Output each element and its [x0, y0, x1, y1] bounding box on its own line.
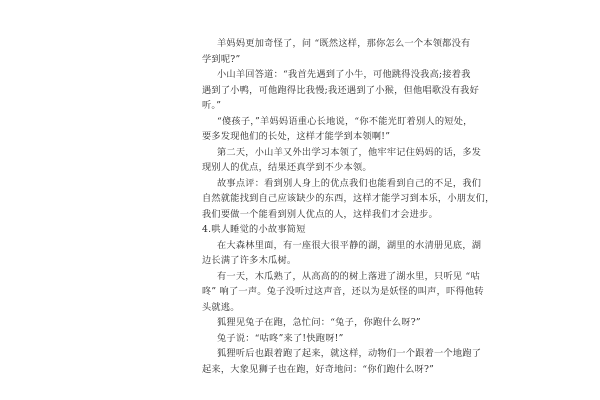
text-line: 听。”: [202, 100, 222, 111]
text-line: 起来，大象见狮子也在跑，好奇地问：“你们跑什么呀?”: [202, 364, 435, 375]
text-line: 在大森林里面，有一座很大很平静的湖，湖里的水清册见底，湖: [217, 240, 482, 251]
text-line: 小山羊回答道：“我首先遇到了小牛，可他跳得没我高;接着我: [217, 69, 471, 80]
text-line: 我们要做一个能看到别人优点的人，这样我们才会进步。: [202, 209, 438, 220]
text-line: 自然就能找到自己应该缺少的东西，这样才能学习到本乐，小朋友们，: [202, 193, 495, 204]
text-line: 要多发现他们的长处，这样才能学到本领啊!”: [202, 131, 391, 142]
text-line: 遇到了小鸭，可他跑得比我慢;我还遇到了小猴，但他唱歌没有我好: [202, 85, 480, 96]
text-line: 边长满了许多木瓜树。: [202, 255, 297, 266]
text-line: 现别人的优点，结果还真学到不少本领。: [202, 162, 372, 173]
text-line: 学到呢?”: [202, 54, 241, 65]
text-line: 头就逃。: [202, 302, 240, 313]
text-line: 故事点评：看到别人身上的优点我们也能看到自己的不足，我们: [217, 178, 482, 189]
text-line: 狐狸听后也跟着跑了起来，就这样，动物们一个跟着一个地跑了: [217, 348, 482, 359]
text-line: 第二天，小山羊又外出学习本领了，他牢牢记住妈妈的话，多发: [217, 147, 482, 158]
text-line: 羊妈妈更加奇怪了，问 “既然这样，那你怎么一个本领都没有: [217, 38, 471, 49]
text-line: 狐狸见兔子在跑，急忙问：“兔子，你跑什么呀?”: [217, 317, 421, 328]
section-heading: 4.哄人睡觉的小故事简短: [202, 224, 306, 235]
text-line: “傻孩子，”羊妈妈语重心长地说，“你不能光盯着别人的短处，: [217, 116, 473, 127]
text-line: 兔子说：“咕咚”来了!快跑呀!”: [217, 333, 344, 344]
text-line: 有一天，木瓜熟了，从高高的的树上落进了湖水里，只听见 “咕: [217, 271, 480, 282]
text-line: 咚” 响了一声。兔子没听过这声音，还以为是妖怪的叫声，吓得他转: [202, 286, 484, 297]
